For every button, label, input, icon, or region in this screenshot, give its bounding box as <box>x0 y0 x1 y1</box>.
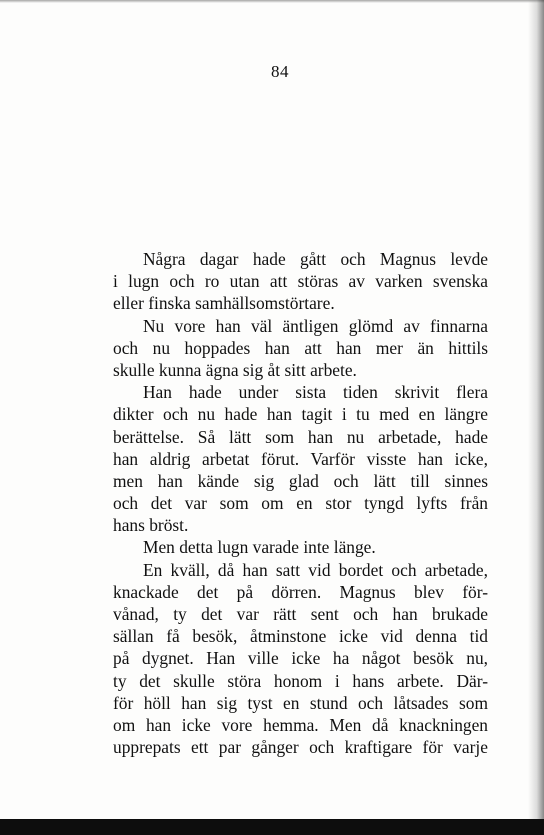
text-line: berättelse. Så lätt som han nu arbetade, hade <box>113 426 488 447</box>
text-line: och nu hoppades han att han mer än hittils <box>113 337 488 358</box>
text-line: upprepats ett par gånger och kraftigare för varje <box>113 737 488 758</box>
text-line: Nu vore han väl äntligen glömd av finnarna <box>143 315 488 336</box>
text-line: dikter och nu hade han tagit i tu med en längre <box>113 404 488 425</box>
text-line: knackade det på dörren. Magnus blev för- <box>113 581 488 602</box>
text-line: han aldrig arbetat förut. Varför visste han icke, <box>113 448 488 469</box>
text-line: En kväll, då han satt vid bordet och arbetade, <box>143 559 488 580</box>
text-line: om han icke vore hemma. Men då knackningen <box>113 714 488 735</box>
text-line: skulle kunna ägna sig åt sitt arbete. <box>113 359 357 380</box>
scan-bottom-edge <box>0 819 544 835</box>
text-line: sällan få besök, åtminstone icke vid denna tid <box>113 626 488 647</box>
text-line: Han hade under sista tiden skrivit flera <box>143 382 488 403</box>
text-line: i lugn och ro utan att störas av varken svenska <box>113 271 488 292</box>
text-line: för höll han sig tyst en stund och låtsades som <box>113 692 488 713</box>
page-number: 84 <box>271 62 289 81</box>
text-line: men han kände sig glad och lätt till sinnes <box>113 470 488 491</box>
scan-right-edge <box>528 0 544 835</box>
text-line: Men detta lugn varade inte länge. <box>143 537 376 558</box>
text-line: på dygnet. Han ville icke ha något besök nu, <box>113 648 488 669</box>
text-line: hans bröst. <box>113 515 189 536</box>
text-line: eller finska samhällsomstörtare. <box>113 293 335 314</box>
scan-top-edge <box>0 0 544 3</box>
body-text <box>113 248 488 758</box>
text-line: vånad, ty det var rätt sent och han brukade <box>113 604 488 624</box>
text-line: ty det skulle störa honom i hans arbete. Där- <box>113 670 488 691</box>
text-line: och det var som om en stor tyngd lyfts från <box>113 493 488 514</box>
text-line: Några dagar hade gått och Magnus levde <box>143 249 488 269</box>
